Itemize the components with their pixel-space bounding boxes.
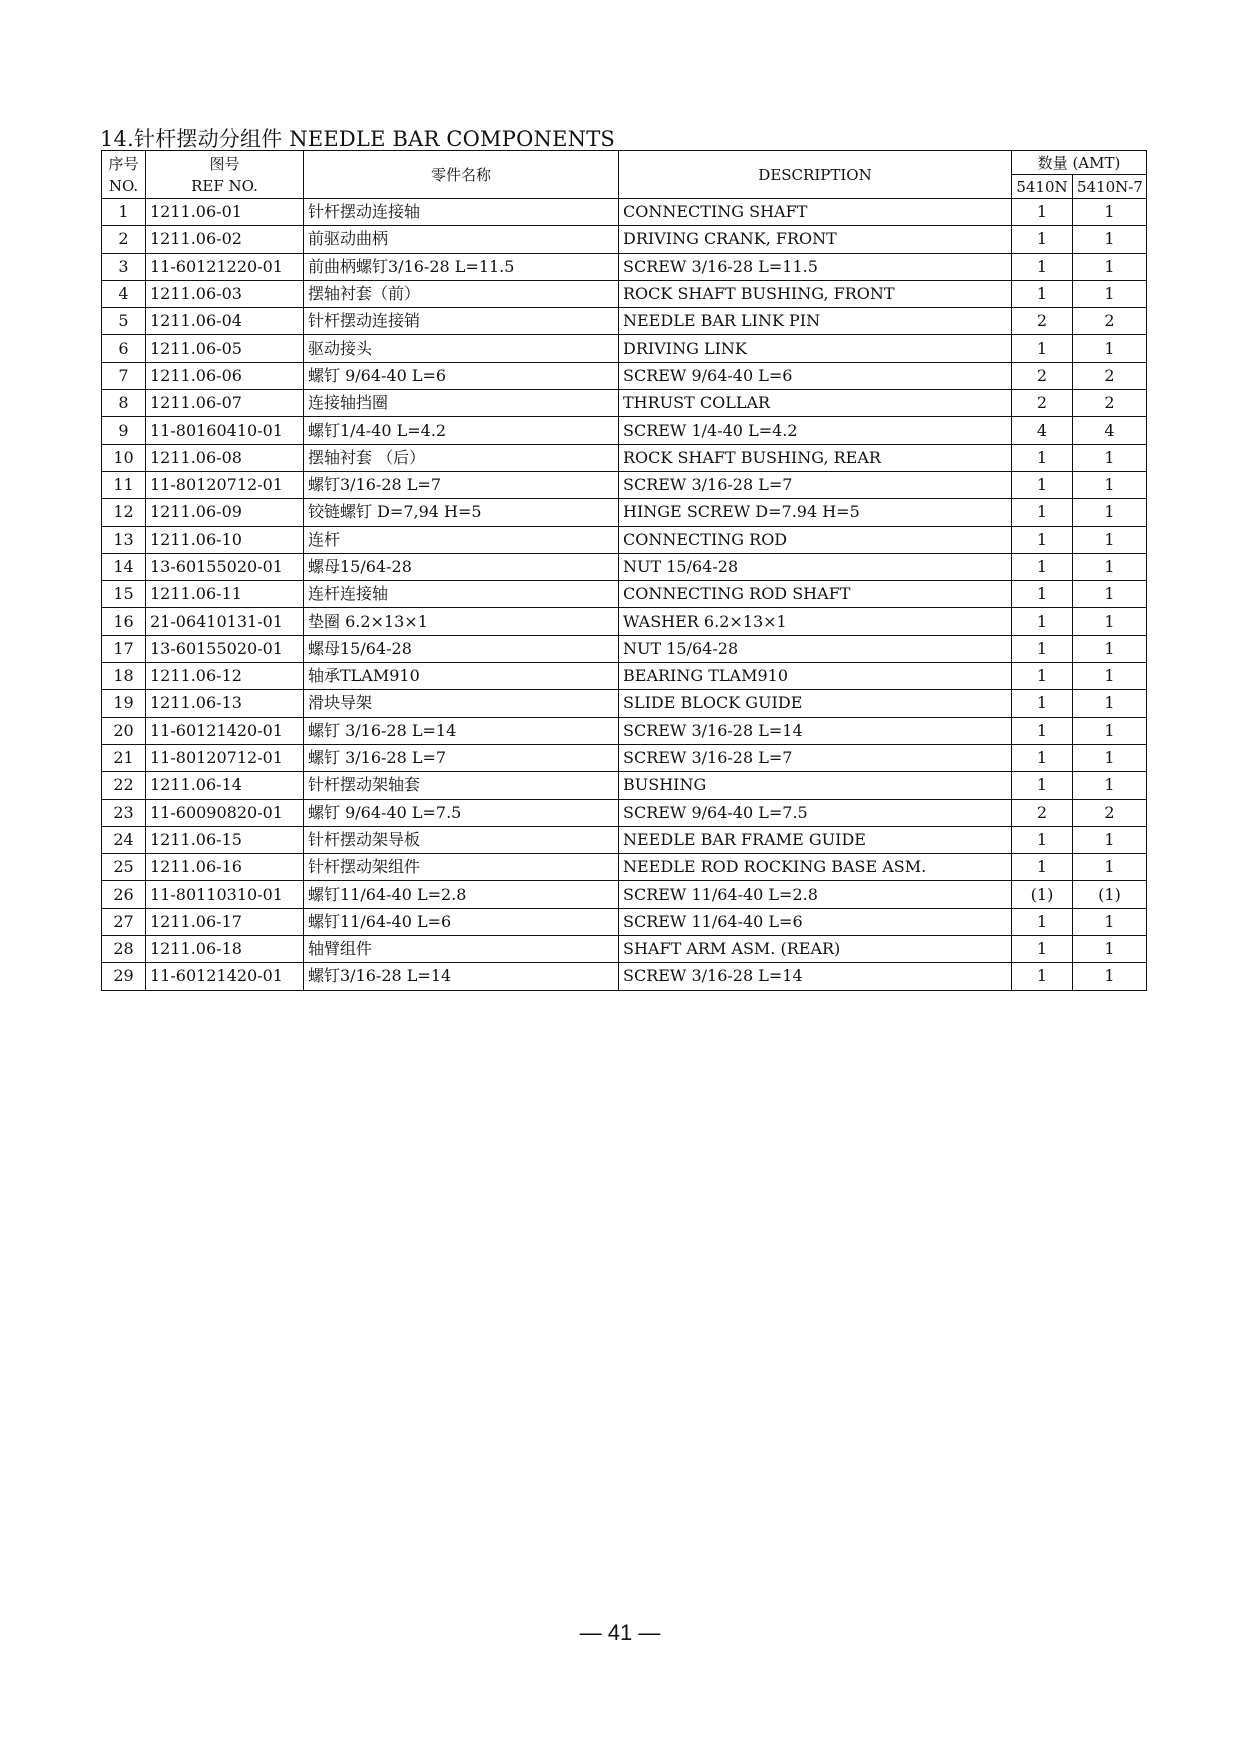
part-description: SCREW 3/16-28 L=14 bbox=[619, 963, 1012, 990]
row-number: 18 bbox=[102, 663, 146, 690]
row-number: 1 bbox=[102, 199, 146, 226]
quantity-5410n: 1 bbox=[1012, 335, 1073, 362]
part-description: SCREW 3/16-28 L=14 bbox=[619, 717, 1012, 744]
row-number: 15 bbox=[102, 581, 146, 608]
table-row bbox=[102, 881, 1147, 908]
quantity-5410n-7: 1 bbox=[1073, 199, 1147, 226]
ref-number: 11-80160410-01 bbox=[146, 417, 304, 444]
quantity-5410n-7: 1 bbox=[1073, 908, 1147, 935]
part-description: BUSHING bbox=[619, 772, 1012, 799]
quantity-5410n-7: 1 bbox=[1073, 581, 1147, 608]
quantity-5410n-7: 2 bbox=[1073, 799, 1147, 826]
row-number: 23 bbox=[102, 799, 146, 826]
part-name-cn: 针杆摆动连接轴 bbox=[304, 199, 619, 226]
part-description: SCREW 3/16-28 L=11.5 bbox=[619, 253, 1012, 280]
table-row bbox=[102, 963, 1147, 990]
ref-number: 1211.06-08 bbox=[146, 444, 304, 471]
quantity-5410n: 1 bbox=[1012, 772, 1073, 799]
row-number: 22 bbox=[102, 772, 146, 799]
header-no-cn: 序号 bbox=[108, 154, 139, 173]
row-number: 25 bbox=[102, 854, 146, 881]
row-number: 2 bbox=[102, 226, 146, 253]
row-number: 14 bbox=[102, 553, 146, 580]
row-number: 16 bbox=[102, 608, 146, 635]
table-row bbox=[102, 390, 1147, 417]
ref-number: 11-60121420-01 bbox=[146, 963, 304, 990]
quantity-5410n: 1 bbox=[1012, 199, 1073, 226]
quantity-5410n: 1 bbox=[1012, 717, 1073, 744]
quantity-5410n-7: 1 bbox=[1073, 717, 1147, 744]
table-row bbox=[102, 335, 1147, 362]
quantity-5410n-7: 1 bbox=[1073, 744, 1147, 771]
part-description: HINGE SCREW D=7.94 H=5 bbox=[619, 499, 1012, 526]
table-row bbox=[102, 553, 1147, 580]
table-row bbox=[102, 826, 1147, 853]
part-name-cn: 前驱动曲柄 bbox=[304, 226, 619, 253]
quantity-5410n: 1 bbox=[1012, 826, 1073, 853]
quantity-5410n-7: 1 bbox=[1073, 526, 1147, 553]
quantity-5410n-7: 1 bbox=[1073, 253, 1147, 280]
table-row bbox=[102, 362, 1147, 389]
table-row bbox=[102, 444, 1147, 471]
row-number: 24 bbox=[102, 826, 146, 853]
page-title: 14.针杆摆动分组件 NEEDLE BAR COMPONENTS bbox=[100, 127, 615, 151]
row-number: 4 bbox=[102, 280, 146, 307]
part-description: ROCK SHAFT BUSHING, FRONT bbox=[619, 280, 1012, 307]
table-row bbox=[102, 280, 1147, 307]
part-description: NUT 15/64-28 bbox=[619, 635, 1012, 662]
table-row bbox=[102, 854, 1147, 881]
row-number: 3 bbox=[102, 253, 146, 280]
part-description: DRIVING LINK bbox=[619, 335, 1012, 362]
quantity-5410n-7: 1 bbox=[1073, 826, 1147, 853]
part-name-cn: 前曲柄螺钉3/16-28 L=11.5 bbox=[304, 253, 619, 280]
quantity-5410n: (1) bbox=[1012, 881, 1073, 908]
quantity-5410n: 2 bbox=[1012, 308, 1073, 335]
quantity-5410n-7: 1 bbox=[1073, 854, 1147, 881]
part-name-cn: 螺钉 9/64-40 L=6 bbox=[304, 362, 619, 389]
table-row bbox=[102, 717, 1147, 744]
header-no-en: NO. bbox=[108, 176, 139, 195]
ref-number: 1211.06-02 bbox=[146, 226, 304, 253]
part-description: SCREW 11/64-40 L=2.8 bbox=[619, 881, 1012, 908]
header-ref-en: REF NO. bbox=[191, 176, 258, 195]
part-description: CONNECTING ROD bbox=[619, 526, 1012, 553]
row-number: 19 bbox=[102, 690, 146, 717]
quantity-5410n-7: 1 bbox=[1073, 553, 1147, 580]
table-row bbox=[102, 253, 1147, 280]
part-description: NUT 15/64-28 bbox=[619, 553, 1012, 580]
part-description: SHAFT ARM ASM. (REAR) bbox=[619, 936, 1012, 963]
quantity-5410n: 1 bbox=[1012, 635, 1073, 662]
row-number: 13 bbox=[102, 526, 146, 553]
quantity-5410n-7: 1 bbox=[1073, 663, 1147, 690]
header-model-5410n: 5410N bbox=[1012, 175, 1073, 199]
part-name-cn: 铰链螺钉 D=7,94 H=5 bbox=[304, 499, 619, 526]
part-name-cn: 针杆摆动架轴套 bbox=[304, 772, 619, 799]
header-amt: 数量 (AMT) bbox=[1012, 151, 1147, 175]
table-row bbox=[102, 663, 1147, 690]
ref-number: 11-60121420-01 bbox=[146, 717, 304, 744]
part-description: CONNECTING ROD SHAFT bbox=[619, 581, 1012, 608]
part-name-cn: 针杆摆动连接销 bbox=[304, 308, 619, 335]
quantity-5410n-7: 1 bbox=[1073, 226, 1147, 253]
quantity-5410n: 1 bbox=[1012, 690, 1073, 717]
row-number: 5 bbox=[102, 308, 146, 335]
row-number: 11 bbox=[102, 471, 146, 498]
quantity-5410n-7: 1 bbox=[1073, 499, 1147, 526]
row-number: 9 bbox=[102, 417, 146, 444]
part-description: SLIDE BLOCK GUIDE bbox=[619, 690, 1012, 717]
part-name-cn: 轴臂组件 bbox=[304, 936, 619, 963]
table-row bbox=[102, 936, 1147, 963]
row-number: 21 bbox=[102, 744, 146, 771]
ref-number: 1211.06-01 bbox=[146, 199, 304, 226]
part-name-cn: 针杆摆动架导板 bbox=[304, 826, 619, 853]
quantity-5410n: 2 bbox=[1012, 799, 1073, 826]
quantity-5410n: 1 bbox=[1012, 963, 1073, 990]
part-name-cn: 螺钉 9/64-40 L=7.5 bbox=[304, 799, 619, 826]
ref-number: 1211.06-11 bbox=[146, 581, 304, 608]
part-description: SCREW 9/64-40 L=6 bbox=[619, 362, 1012, 389]
ref-number: 1211.06-15 bbox=[146, 826, 304, 853]
part-description: SCREW 1/4-40 L=4.2 bbox=[619, 417, 1012, 444]
quantity-5410n: 4 bbox=[1012, 417, 1073, 444]
ref-number: 1211.06-06 bbox=[146, 362, 304, 389]
part-name-cn: 螺钉 3/16-28 L=14 bbox=[304, 717, 619, 744]
part-name-cn: 连杆连接轴 bbox=[304, 581, 619, 608]
quantity-5410n-7: 2 bbox=[1073, 362, 1147, 389]
ref-number: 1211.06-04 bbox=[146, 308, 304, 335]
part-description: NEEDLE BAR FRAME GUIDE bbox=[619, 826, 1012, 853]
quantity-5410n: 1 bbox=[1012, 581, 1073, 608]
row-number: 6 bbox=[102, 335, 146, 362]
ref-number: 1211.06-14 bbox=[146, 772, 304, 799]
ref-number: 1211.06-16 bbox=[146, 854, 304, 881]
part-name-cn: 连接轴挡圈 bbox=[304, 390, 619, 417]
quantity-5410n: 2 bbox=[1012, 362, 1073, 389]
ref-number: 11-60121220-01 bbox=[146, 253, 304, 280]
table-row bbox=[102, 635, 1147, 662]
part-description: DRIVING CRANK, FRONT bbox=[619, 226, 1012, 253]
table-row bbox=[102, 744, 1147, 771]
part-name-cn: 驱动接头 bbox=[304, 335, 619, 362]
quantity-5410n: 1 bbox=[1012, 471, 1073, 498]
quantity-5410n: 1 bbox=[1012, 744, 1073, 771]
part-name-cn: 垫圈 6.2×13×1 bbox=[304, 608, 619, 635]
table-row bbox=[102, 799, 1147, 826]
part-description: SCREW 9/64-40 L=7.5 bbox=[619, 799, 1012, 826]
part-name-cn: 摆轴衬套 （后） bbox=[304, 444, 619, 471]
header-model-5410n-7: 5410N-7 bbox=[1073, 175, 1147, 199]
ref-number: 11-80120712-01 bbox=[146, 471, 304, 498]
part-description: NEEDLE ROD ROCKING BASE ASM. bbox=[619, 854, 1012, 881]
ref-number: 1211.06-03 bbox=[146, 280, 304, 307]
table-row bbox=[102, 499, 1147, 526]
ref-number: 1211.06-09 bbox=[146, 499, 304, 526]
table-row bbox=[102, 226, 1147, 253]
quantity-5410n-7: 2 bbox=[1073, 308, 1147, 335]
ref-number: 1211.06-07 bbox=[146, 390, 304, 417]
parts-table bbox=[101, 150, 1147, 991]
quantity-5410n-7: 2 bbox=[1073, 390, 1147, 417]
row-number: 17 bbox=[102, 635, 146, 662]
ref-number: 1211.06-13 bbox=[146, 690, 304, 717]
ref-number: 1211.06-05 bbox=[146, 335, 304, 362]
quantity-5410n-7: 1 bbox=[1073, 608, 1147, 635]
quantity-5410n: 1 bbox=[1012, 280, 1073, 307]
row-number: 20 bbox=[102, 717, 146, 744]
part-description: NEEDLE BAR LINK PIN bbox=[619, 308, 1012, 335]
part-name-cn: 螺钉11/64-40 L=2.8 bbox=[304, 881, 619, 908]
quantity-5410n: 1 bbox=[1012, 663, 1073, 690]
part-name-cn: 螺钉11/64-40 L=6 bbox=[304, 908, 619, 935]
quantity-5410n: 1 bbox=[1012, 253, 1073, 280]
table-row bbox=[102, 417, 1147, 444]
ref-number: 13-60155020-01 bbox=[146, 635, 304, 662]
quantity-5410n: 1 bbox=[1012, 908, 1073, 935]
table-row bbox=[102, 581, 1147, 608]
quantity-5410n: 1 bbox=[1012, 499, 1073, 526]
part-name-cn: 滑块导架 bbox=[304, 690, 619, 717]
quantity-5410n-7: (1) bbox=[1073, 881, 1147, 908]
quantity-5410n: 1 bbox=[1012, 608, 1073, 635]
part-name-cn: 螺钉3/16-28 L=14 bbox=[304, 963, 619, 990]
quantity-5410n-7: 1 bbox=[1073, 963, 1147, 990]
table-row bbox=[102, 608, 1147, 635]
row-number: 29 bbox=[102, 963, 146, 990]
quantity-5410n-7: 1 bbox=[1073, 471, 1147, 498]
part-description: ROCK SHAFT BUSHING, REAR bbox=[619, 444, 1012, 471]
quantity-5410n: 1 bbox=[1012, 854, 1073, 881]
part-name-cn: 螺钉1/4-40 L=4.2 bbox=[304, 417, 619, 444]
ref-number: 1211.06-17 bbox=[146, 908, 304, 935]
row-number: 8 bbox=[102, 390, 146, 417]
quantity-5410n: 1 bbox=[1012, 226, 1073, 253]
row-number: 28 bbox=[102, 936, 146, 963]
quantity-5410n-7: 1 bbox=[1073, 335, 1147, 362]
part-name-cn: 螺母15/64-28 bbox=[304, 635, 619, 662]
header-no bbox=[102, 151, 146, 199]
part-name-cn: 螺钉3/16-28 L=7 bbox=[304, 471, 619, 498]
part-name-cn: 螺母15/64-28 bbox=[304, 553, 619, 580]
row-number: 26 bbox=[102, 881, 146, 908]
quantity-5410n: 1 bbox=[1012, 936, 1073, 963]
ref-number: 13-60155020-01 bbox=[146, 553, 304, 580]
quantity-5410n: 1 bbox=[1012, 444, 1073, 471]
ref-number: 1211.06-12 bbox=[146, 663, 304, 690]
row-number: 12 bbox=[102, 499, 146, 526]
header-ref-cn: 图号 bbox=[209, 154, 240, 173]
ref-number: 11-80120712-01 bbox=[146, 744, 304, 771]
table-row bbox=[102, 526, 1147, 553]
header-name-cn: 零件名称 bbox=[304, 151, 619, 199]
ref-number: 11-80110310-01 bbox=[146, 881, 304, 908]
quantity-5410n-7: 1 bbox=[1073, 635, 1147, 662]
ref-number: 1211.06-10 bbox=[146, 526, 304, 553]
part-description: SCREW 3/16-28 L=7 bbox=[619, 744, 1012, 771]
table-row bbox=[102, 908, 1147, 935]
quantity-5410n-7: 1 bbox=[1073, 936, 1147, 963]
header-description: DESCRIPTION bbox=[619, 151, 1012, 199]
quantity-5410n-7: 1 bbox=[1073, 280, 1147, 307]
quantity-5410n-7: 1 bbox=[1073, 444, 1147, 471]
part-name-cn: 连杆 bbox=[304, 526, 619, 553]
row-number: 10 bbox=[102, 444, 146, 471]
quantity-5410n-7: 1 bbox=[1073, 772, 1147, 799]
part-name-cn: 针杆摆动架组件 bbox=[304, 854, 619, 881]
table-row bbox=[102, 471, 1147, 498]
part-description: CONNECTING SHAFT bbox=[619, 199, 1012, 226]
ref-number: 21-06410131-01 bbox=[146, 608, 304, 635]
quantity-5410n-7: 4 bbox=[1073, 417, 1147, 444]
parts-table-body bbox=[102, 199, 1147, 991]
part-name-cn: 轴承TLAM910 bbox=[304, 663, 619, 690]
ref-number: 1211.06-18 bbox=[146, 936, 304, 963]
part-description: THRUST COLLAR bbox=[619, 390, 1012, 417]
page-number: — 41 — bbox=[579, 1620, 661, 1645]
table-row bbox=[102, 690, 1147, 717]
quantity-5410n: 1 bbox=[1012, 553, 1073, 580]
part-description: WASHER 6.2×13×1 bbox=[619, 608, 1012, 635]
table-row bbox=[102, 199, 1147, 226]
row-number: 27 bbox=[102, 908, 146, 935]
part-name-cn: 摆轴衬套（前） bbox=[304, 280, 619, 307]
ref-number: 11-60090820-01 bbox=[146, 799, 304, 826]
table-row bbox=[102, 308, 1147, 335]
part-name-cn: 螺钉 3/16-28 L=7 bbox=[304, 744, 619, 771]
quantity-5410n-7: 1 bbox=[1073, 690, 1147, 717]
part-description: SCREW 3/16-28 L=7 bbox=[619, 471, 1012, 498]
header-row-1 bbox=[102, 151, 1147, 175]
row-number: 7 bbox=[102, 362, 146, 389]
header-ref bbox=[146, 151, 304, 199]
part-description: SCREW 11/64-40 L=6 bbox=[619, 908, 1012, 935]
quantity-5410n: 1 bbox=[1012, 526, 1073, 553]
part-description: BEARING TLAM910 bbox=[619, 663, 1012, 690]
table-row bbox=[102, 772, 1147, 799]
quantity-5410n: 2 bbox=[1012, 390, 1073, 417]
